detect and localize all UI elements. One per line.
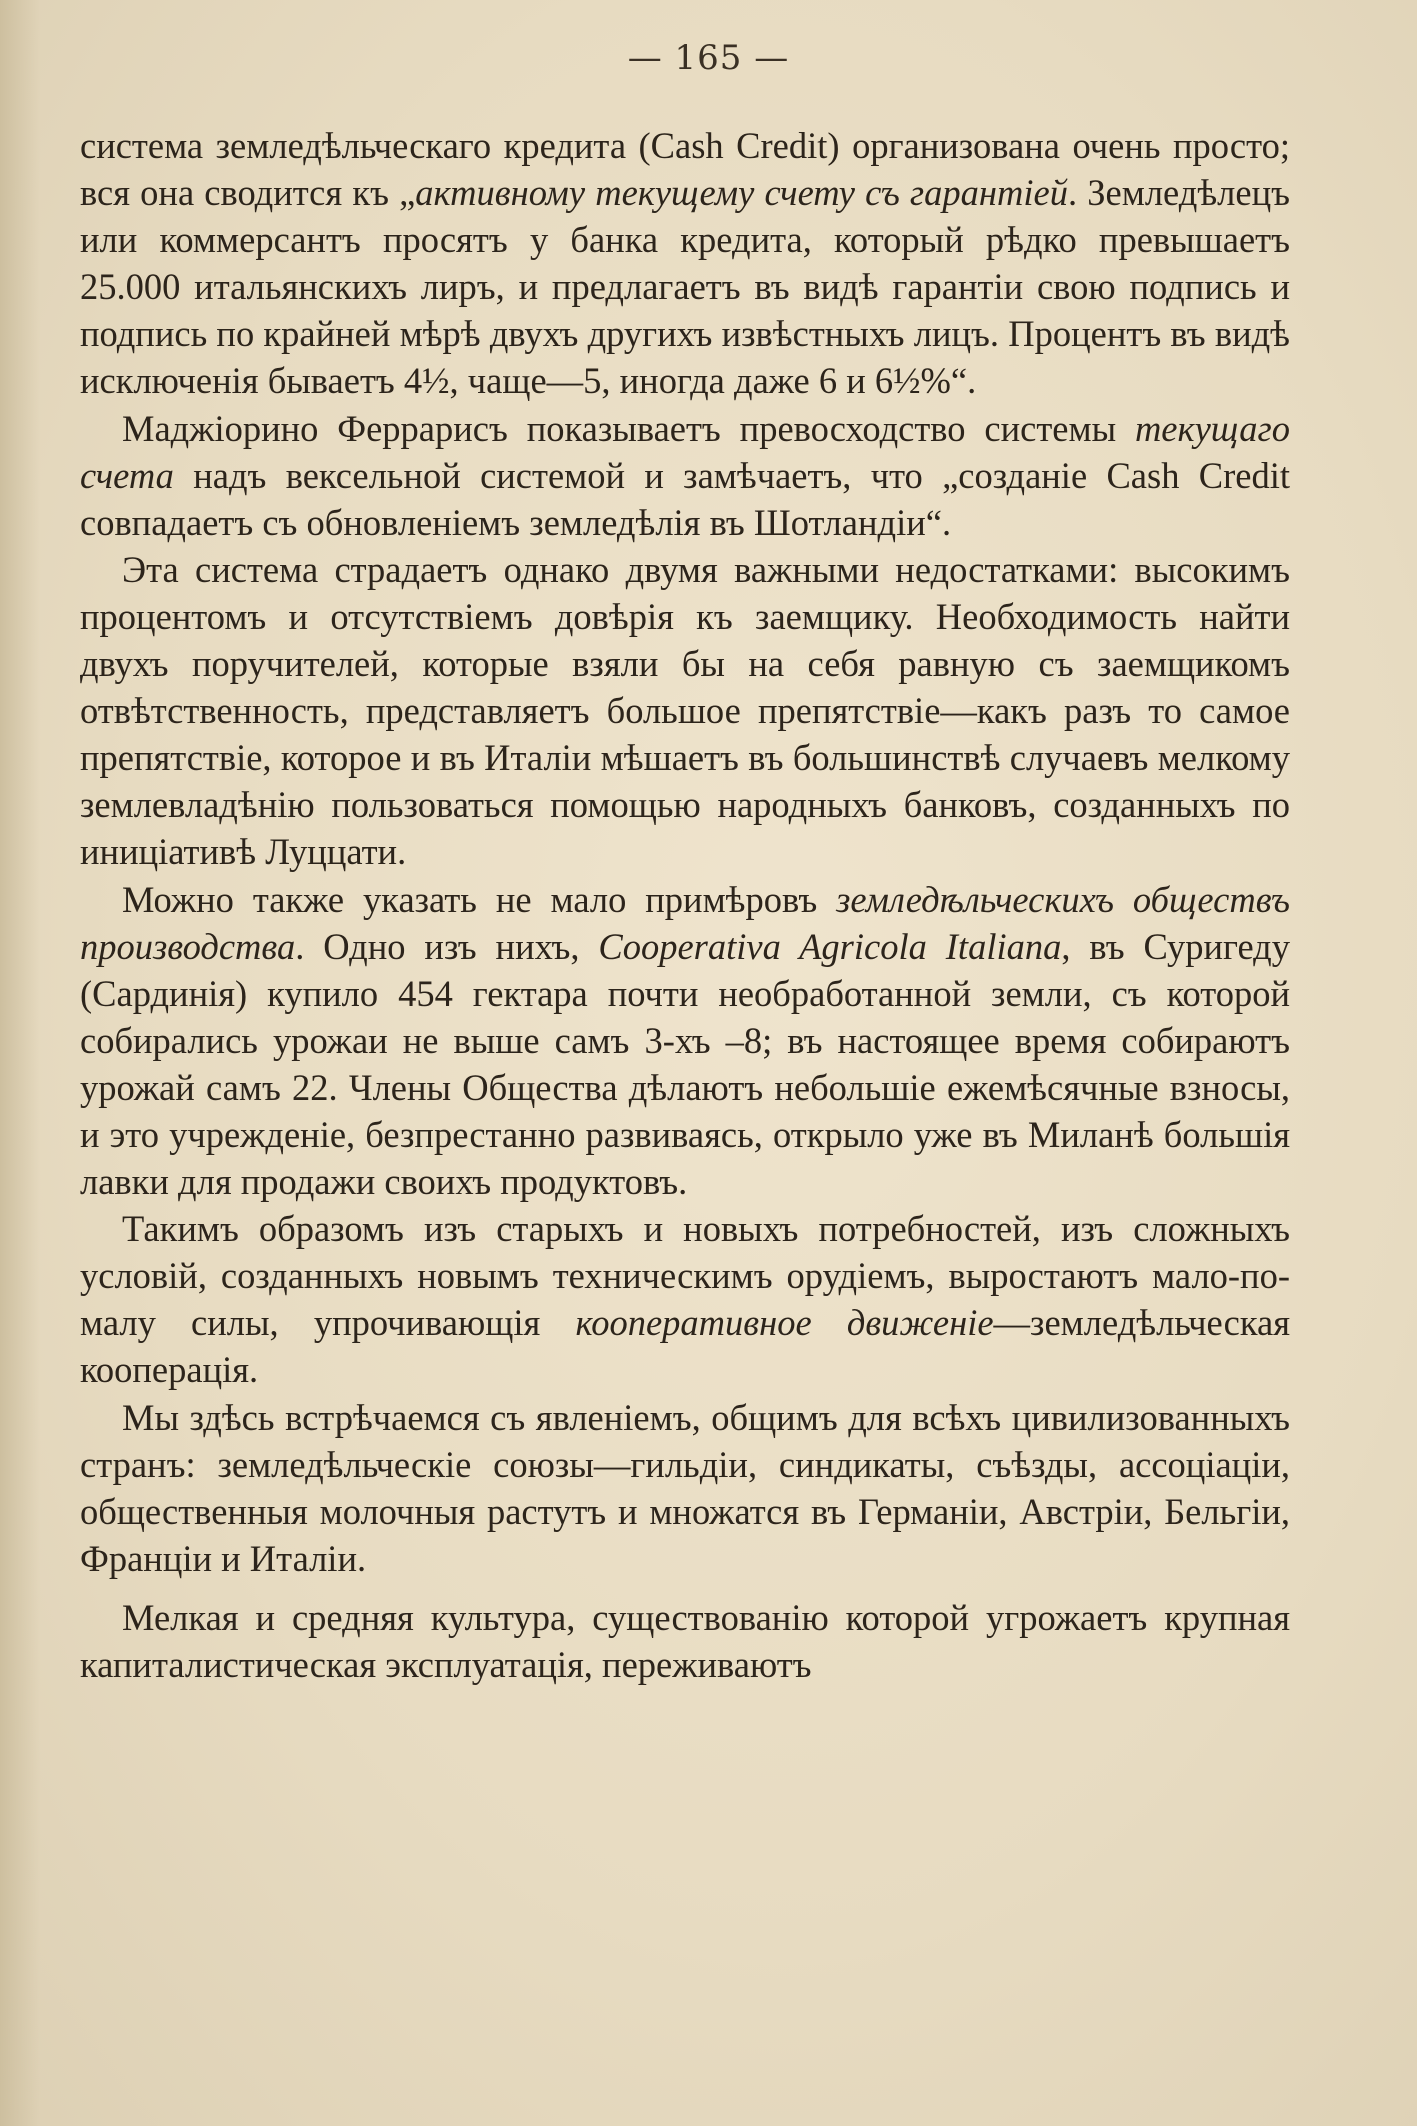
paragraph (80, 1205, 1290, 1393)
text-segment: , въ Суригеду (Сардинія) купило 454 гектара почти необработанной земли, съ которой собирались урожаи не выше самъ 3-хъ –8; въ настоящее время собираютъ урожай самъ 22. Члены Общества дѣлаютъ небольшіе ежемѣсячные взносы, и это учрежденіе, безпрестанно развиваясь, открыло уже въ Миланѣ большія лавки для продажи своихъ продуктовъ. (80, 925, 1291, 1203)
text-segment: Маджіорино Феррарисъ показываетъ превосходство системы (122, 407, 1135, 449)
italic-text-segment: кооперативное движеніе (575, 1302, 994, 1344)
paragraph (80, 546, 1290, 876)
text-segment: —земледѣльческая кооперація. (80, 1302, 1291, 1391)
page-number: — 165 — (627, 38, 790, 78)
paragraph (80, 405, 1290, 546)
paragraph (80, 122, 1290, 405)
italic-text-segment: Cooperativa Agricola Italiana (598, 925, 1062, 967)
text-segment: Можно также указать не мало примѣровъ (122, 878, 837, 920)
text-segment: Мы здѣсь встрѣчаемся съ явленіемъ, общимъ для всѣхъ цивилизованныхъ странъ: земледѣльческіе союзы—гильдіи, синдикаты, съѣзды, ассоціаціи, общественныя молочныя растутъ и множатся въ Германіи, Австріи, Бельгіи, Франціи и Италіи. (80, 1396, 1290, 1579)
italic-text-segment: земледѣльческихъ обществъ производства (80, 878, 1291, 967)
paragraph (80, 876, 1290, 1206)
text-segment: . Одно изъ нихъ, (295, 925, 599, 967)
italic-text-segment: текущаго счета (80, 407, 1290, 496)
text-segment: . Земледѣлецъ или коммерсантъ просятъ у банка кредита, который рѣдко превышаетъ 25.000 итальянскихъ лиръ, и предлагаетъ въ видѣ гарантіи свою подпись и подпись по крайней мѣрѣ двухъ другихъ извѣстныхъ лицъ. Процентъ въ видѣ исключенія бываетъ 4½, чаще—5, иногда даже 6 и 6½%“. (80, 172, 1290, 402)
text-segment: система земледѣльческаго кредита (Cash Credit) организована очень просто; вся она сводится къ „ (80, 125, 1290, 214)
body-text (80, 122, 1290, 1688)
text-segment: надъ вексельной системой и замѣчаетъ, что „созданіе Cash Credit совпадаетъ съ обновленіемъ земледѣлія въ Шотландіи“. (80, 454, 1290, 543)
text-segment: Такимъ образомъ изъ старыхъ и новыхъ потребностей, изъ сложныхъ условій, созданныхъ новымъ техническимъ орудіемъ, выростаютъ мало-по-малу силы, упрочивающія (80, 1208, 1290, 1344)
italic-text-segment: активному текущему счету съ гарантіей (415, 172, 1068, 214)
text-segment: Эта система страдаетъ однако двумя важными недостатками: высокимъ процентомъ и отсутствіемъ довѣрія къ заемщику. Необходимость найти двухъ поручителей, которые взяли бы на себя равную съ заемщикомъ отвѣтственность, представляетъ большое препятствіе—какъ разъ то самое препятствіе, которое и въ Италіи мѣшаетъ въ большинствѣ случаевъ мелкому землевладѣнію пользоваться помощью народныхъ банковъ, созданныхъ по иниціативѣ Луццати. (80, 548, 1290, 873)
paragraph (80, 1394, 1290, 1582)
page-gutter-shadow (0, 0, 40, 2126)
paragraph (80, 1594, 1290, 1688)
text-segment: Мелкая и средняя культура, существованію которой угрожаетъ крупная капиталистическая эксплуатація, переживаютъ (80, 1596, 1290, 1685)
